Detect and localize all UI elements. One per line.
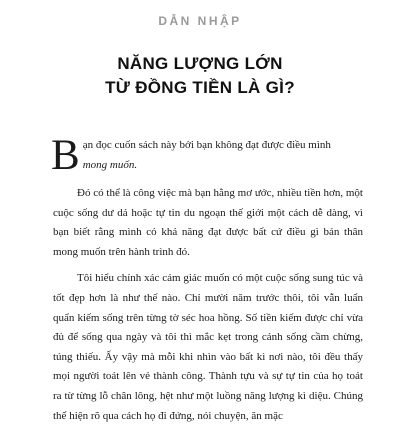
section-label: DẪN NHẬP [158,14,242,28]
opening-paragraph-line-2: mong muốn. [82,158,138,171]
chapter-title-line-1: NĂNG LƯỢNG LỚN [117,54,283,73]
drop-cap: B [51,132,80,179]
opening-paragraph [51,132,363,179]
chapter-title-line-2: TỪ ĐỒNG TIỀN LÀ GÌ? [105,78,295,97]
body-paragraphs [53,184,363,433]
opening-paragraph-line-1: ạn đọc cuốn sách này bởi bạn không đạt được điều mình [82,139,331,151]
chapter-title [0,52,400,100]
paragraph-3: Tôi hiểu chính xác cảm giác muốn có một cuộc sống sung túc và tốt đẹp hơn là như thế nào. Chỉ mười năm trước thôi, tôi vẫn luẩn quẩn kiếm sống trên từng tờ séc hoa hồng. Số tiền kiếm được chỉ vừa đủ để sống qua ngày và tôi thì mắc kẹt trong cảnh sống cầm chừng, túng thiếu. Ấy vậy mà mỗi khi nhìn vào bất kì nơi nào, tôi đều thấy mọi người toát lên vẻ thành công. Thành tựu và sự tự tin của họ toát ra từ từng lỗ chân lông, hệt như một luồng năng lượng kì diệu. Chúng thể hiện rõ qua cách họ đi đứng, nói chuyện, ăn mặc [53,272,363,422]
paragraph-2: Đó có thể là công việc mà bạn hằng mơ ước, nhiều tiền hơn, một cuộc sống dư dả hoặc tự tin du ngoạn thế giới một cách dễ dàng, vì bạn biết rằng mình có khả năng đạt được bất cứ điều gì bản thân mong muốn trên hành trình đó. [53,187,363,258]
